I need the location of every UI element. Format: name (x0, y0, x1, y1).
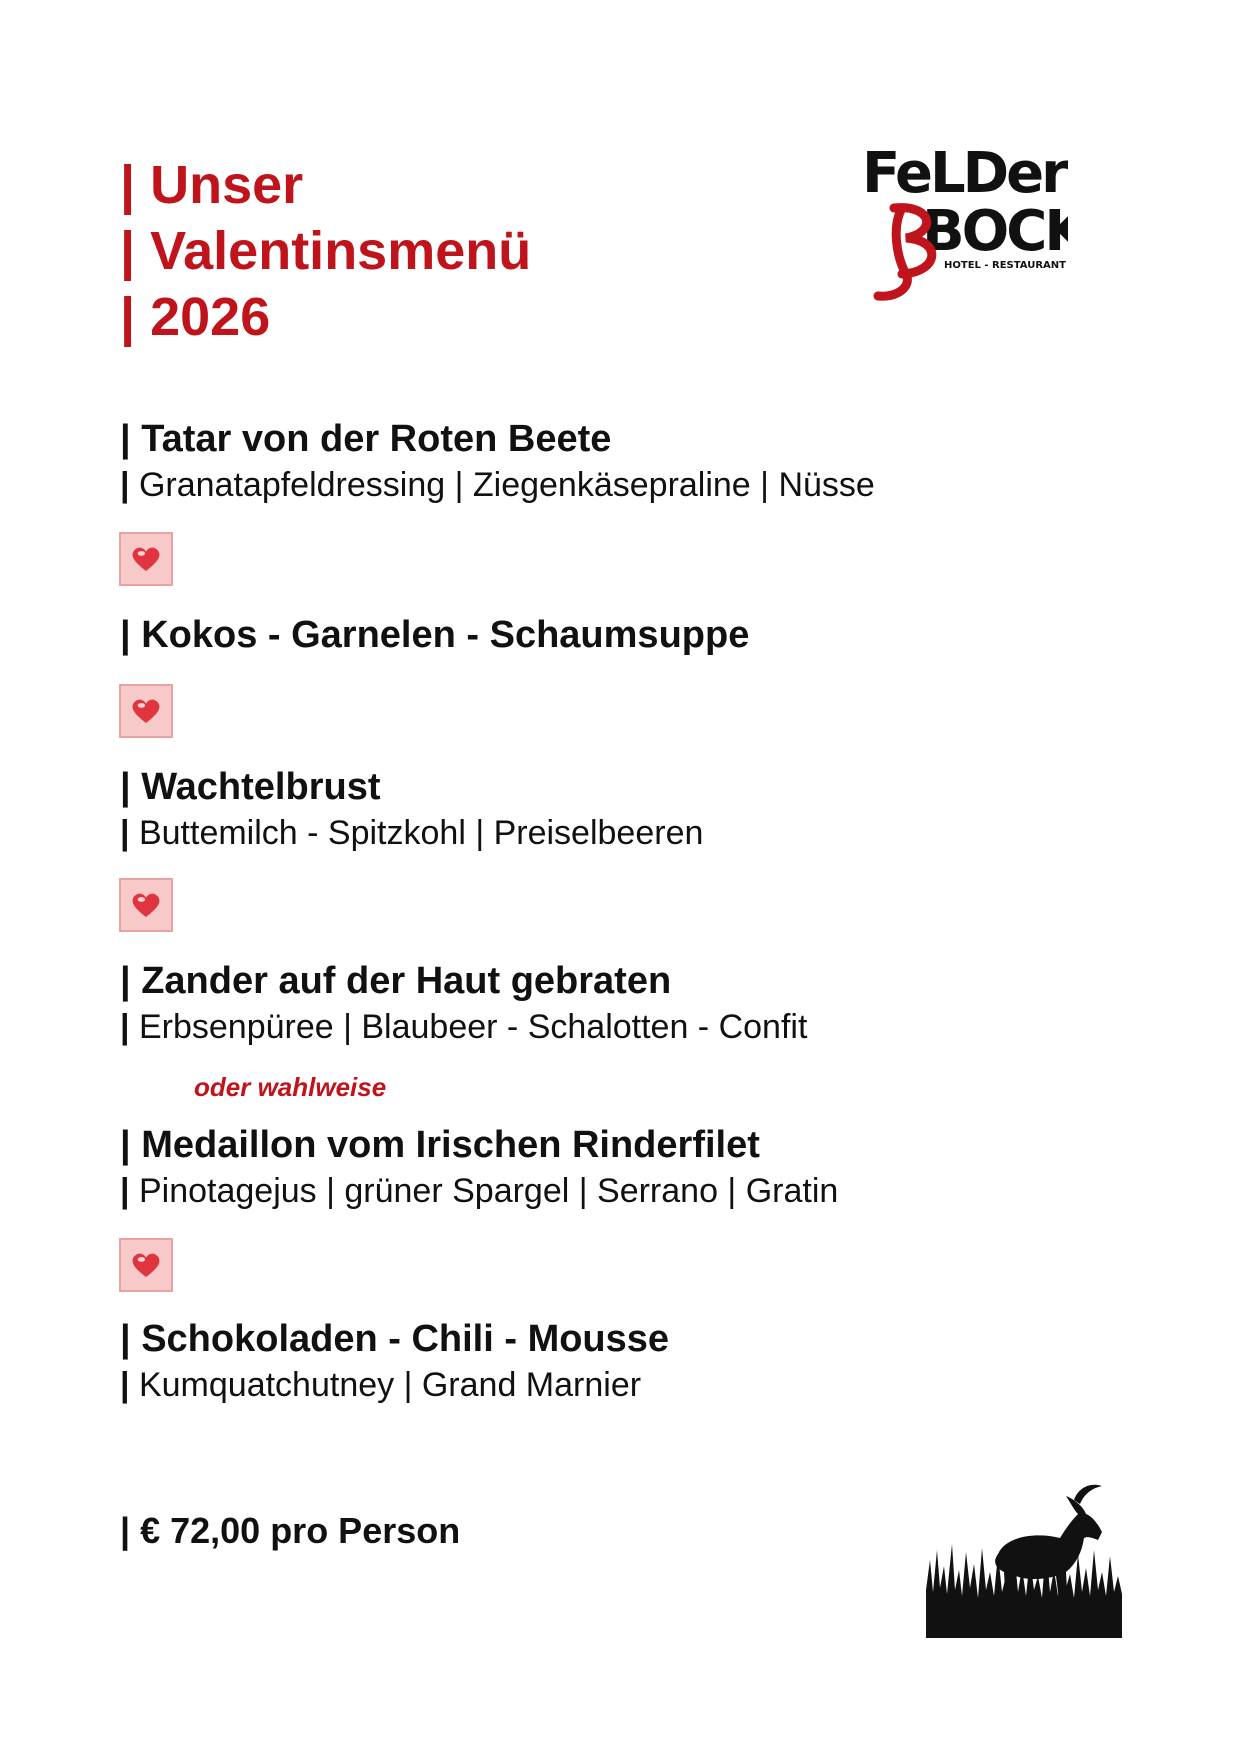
course-2 (120, 616, 749, 654)
logo-brand-line1: FeLDer (862, 146, 1066, 206)
course-4-bar: | (120, 960, 131, 1002)
course-5-sub: Pinotagejus | grüner Spargel | Serrano | Gratin (138, 1172, 839, 1210)
course-2-bar: | (120, 614, 131, 656)
course-3-title: Wachtelbrust (141, 766, 381, 808)
felder-bock-logo-icon (862, 146, 1068, 306)
course-5-bar: | (120, 1124, 131, 1166)
course-1-sub: Granatapfeldressing | Ziegenkäsepraline | Nüsse (138, 466, 875, 504)
heart-icon (119, 1238, 173, 1292)
course-4-sub-bar: | (120, 1008, 130, 1046)
course-4-sub: Erbsenpüree | Blaubeer - Schalotten - Confit (138, 1008, 808, 1046)
logo-tagline: HOTEL - RESTAURANT (944, 260, 1066, 271)
course-4-title: Zander auf der Haut gebraten (141, 960, 672, 1002)
course-1 (120, 420, 875, 502)
course-6-sub-bar: | (120, 1366, 130, 1404)
course-6-sub: Kumquatchutney | Grand Marnier (138, 1366, 642, 1404)
alternative-note: oder wahlweise (194, 1072, 387, 1102)
course-3 (120, 768, 703, 850)
course-5-title: Medaillon vom Irischen Rinderfilet (141, 1124, 760, 1166)
course-4 (120, 962, 807, 1044)
course-3-bar: | (120, 766, 131, 808)
course-3-sub: Buttemilch - Spitzkohl | Preiselbeeren (138, 814, 704, 852)
course-6-title: Schokoladen - Chili - Mousse (141, 1318, 670, 1360)
course-1-sub-bar: | (120, 466, 130, 504)
course-6 (120, 1320, 669, 1402)
price-per-person: | € 72,00 pro Person (120, 1510, 461, 1551)
heart-icon (119, 878, 173, 932)
course-5-sub-bar: | (120, 1172, 130, 1210)
goat-silhouette-icon (926, 1480, 1122, 1638)
title-line-2: | Valentinsmenü (120, 221, 532, 281)
course-5 (120, 1126, 838, 1208)
course-2-title: Kokos - Garnelen - Schaumsuppe (141, 614, 750, 656)
title-line-1: | Unser (120, 155, 304, 215)
course-6-bar: | (120, 1318, 131, 1360)
title-line-3: | 2026 (120, 287, 271, 347)
hotel-logo (862, 146, 1068, 306)
course-1-bar: | (120, 418, 131, 460)
course-3-sub-bar: | (120, 814, 130, 852)
logo-brand-line2: BOCK (922, 199, 1068, 264)
heart-icon (119, 684, 173, 738)
heart-icon (119, 532, 173, 586)
course-1-title: Tatar von der Roten Beete (141, 418, 612, 460)
